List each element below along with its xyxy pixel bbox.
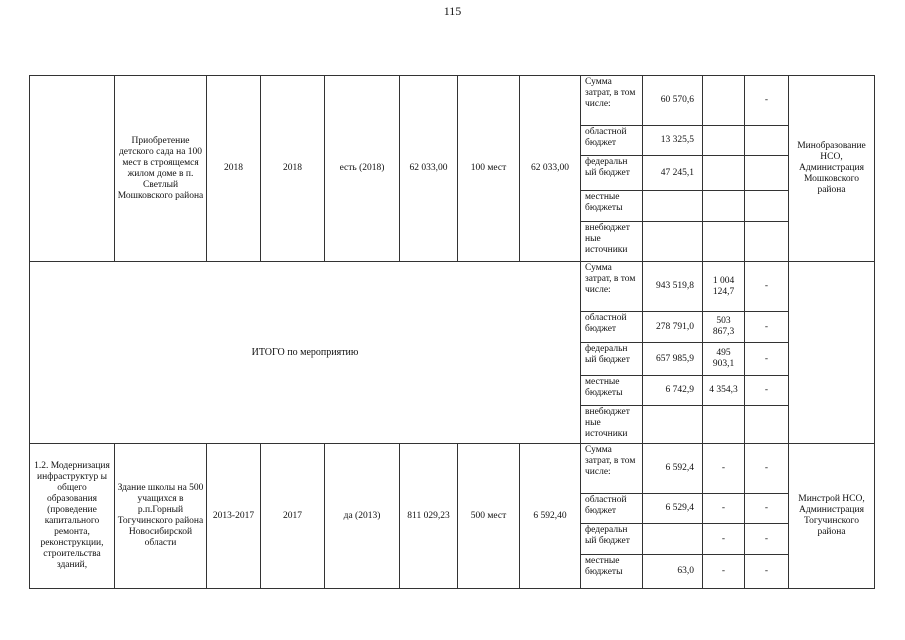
value-cell <box>703 191 745 222</box>
value-cell: 47 245,1 <box>643 156 703 191</box>
value-cell <box>643 191 703 222</box>
value-cell: - <box>745 555 789 589</box>
value-cell <box>703 126 745 156</box>
value-cell <box>745 126 789 156</box>
executor-cell-empty <box>789 262 875 444</box>
value-cell <box>703 156 745 191</box>
object-name-cell: Приобретение детского сада на 100 мест в строящемся жилом доме в п. Светлый Мошковского района <box>115 76 207 262</box>
value-cell: 6 529,4 <box>643 494 703 524</box>
value-cell: - <box>745 444 789 494</box>
start-year-cell: 2018 <box>207 76 261 262</box>
value-cell: 4 354,3 <box>703 376 745 406</box>
cost-cell: 6 592,40 <box>520 444 581 589</box>
value-cell <box>643 222 703 262</box>
value-cell <box>703 76 745 126</box>
fin-label-federal: федеральн ый бюджет <box>581 156 643 191</box>
table-row <box>30 444 875 494</box>
page-number: 115 <box>443 4 462 18</box>
value-cell: 6 742,9 <box>643 376 703 406</box>
fin-label-regional: областной бюджет <box>581 494 643 524</box>
design-docs-cell: да (2013) <box>325 444 400 589</box>
capacity-cell: 100 мест <box>458 76 520 262</box>
fin-label-local: местные бюджеты <box>581 555 643 589</box>
table-row <box>30 262 875 312</box>
value-cell: 1 004 124,7 <box>703 262 745 312</box>
value-cell: 63,0 <box>643 555 703 589</box>
object-name-cell: Здание школы на 500 учащихся в р.п.Горный Тогучинского района Новосибирской области <box>115 444 207 589</box>
fin-label-local: местные бюджеты <box>581 191 643 222</box>
value-cell <box>745 156 789 191</box>
value-cell: 503 867,3 <box>703 312 745 343</box>
value-cell: 6 592,4 <box>643 444 703 494</box>
value-cell: 495 903,1 <box>703 343 745 376</box>
executor-cell: Минстрой НСО, Администрация Тогучинского района <box>789 444 875 589</box>
value-cell: 278 791,0 <box>643 312 703 343</box>
value-cell: 943 519,8 <box>643 262 703 312</box>
value-cell <box>643 524 703 555</box>
value-cell: - <box>745 494 789 524</box>
value-cell: 657 985,9 <box>643 343 703 376</box>
fin-label-regional: областной бюджет <box>581 312 643 343</box>
cost-cell: 62 033,00 <box>520 76 581 262</box>
executor-cell: Минобразование НСО, Администрация Мошковского района <box>789 76 875 262</box>
end-year-cell: 2017 <box>261 444 325 589</box>
estimate-cell: 62 033,00 <box>400 76 458 262</box>
value-cell <box>745 222 789 262</box>
value-cell: - <box>745 262 789 312</box>
capacity-cell: 500 мест <box>458 444 520 589</box>
value-cell: - <box>745 343 789 376</box>
fin-label-local: местные бюджеты <box>581 376 643 406</box>
value-cell <box>703 406 745 444</box>
estimate-cell: 811 029,23 <box>400 444 458 589</box>
value-cell: - <box>703 444 745 494</box>
value-cell: - <box>745 376 789 406</box>
value-cell: - <box>703 555 745 589</box>
investment-table <box>29 75 875 589</box>
fin-label-total: Сумма затрат, в том числе: <box>581 262 643 312</box>
value-cell: 13 325,5 <box>643 126 703 156</box>
value-cell: - <box>745 76 789 126</box>
design-docs-cell: есть (2018) <box>325 76 400 262</box>
value-cell <box>745 191 789 222</box>
value-cell <box>745 406 789 444</box>
value-cell <box>643 406 703 444</box>
fin-label-total: Сумма затрат, в том числе: <box>581 76 643 126</box>
value-cell: - <box>703 524 745 555</box>
fin-label-offbudget: внебюджет ные источники <box>581 406 643 444</box>
start-year-cell: 2013-2017 <box>207 444 261 589</box>
value-cell: - <box>745 312 789 343</box>
fin-label-offbudget: внебюджет ные источники <box>581 222 643 262</box>
end-year-cell: 2018 <box>261 76 325 262</box>
value-cell: - <box>703 494 745 524</box>
fin-label-federal: федеральн ый бюджет <box>581 343 643 376</box>
measure-cell-empty <box>30 76 115 262</box>
value-cell: 60 570,6 <box>643 76 703 126</box>
measure-cell: 1.2. Модернизация инфраструктур ы общего образования (проведение капитального ремонта, реконструкции, строительства зданий, <box>30 444 115 589</box>
fin-label-regional: областной бюджет <box>581 126 643 156</box>
value-cell <box>703 222 745 262</box>
fin-label-federal: федеральн ый бюджет <box>581 524 643 555</box>
fin-label-total: Сумма затрат, в том числе: <box>581 444 643 494</box>
table-row <box>30 76 875 126</box>
itogo-label: ИТОГО по мероприятию <box>30 262 581 444</box>
value-cell: - <box>745 524 789 555</box>
